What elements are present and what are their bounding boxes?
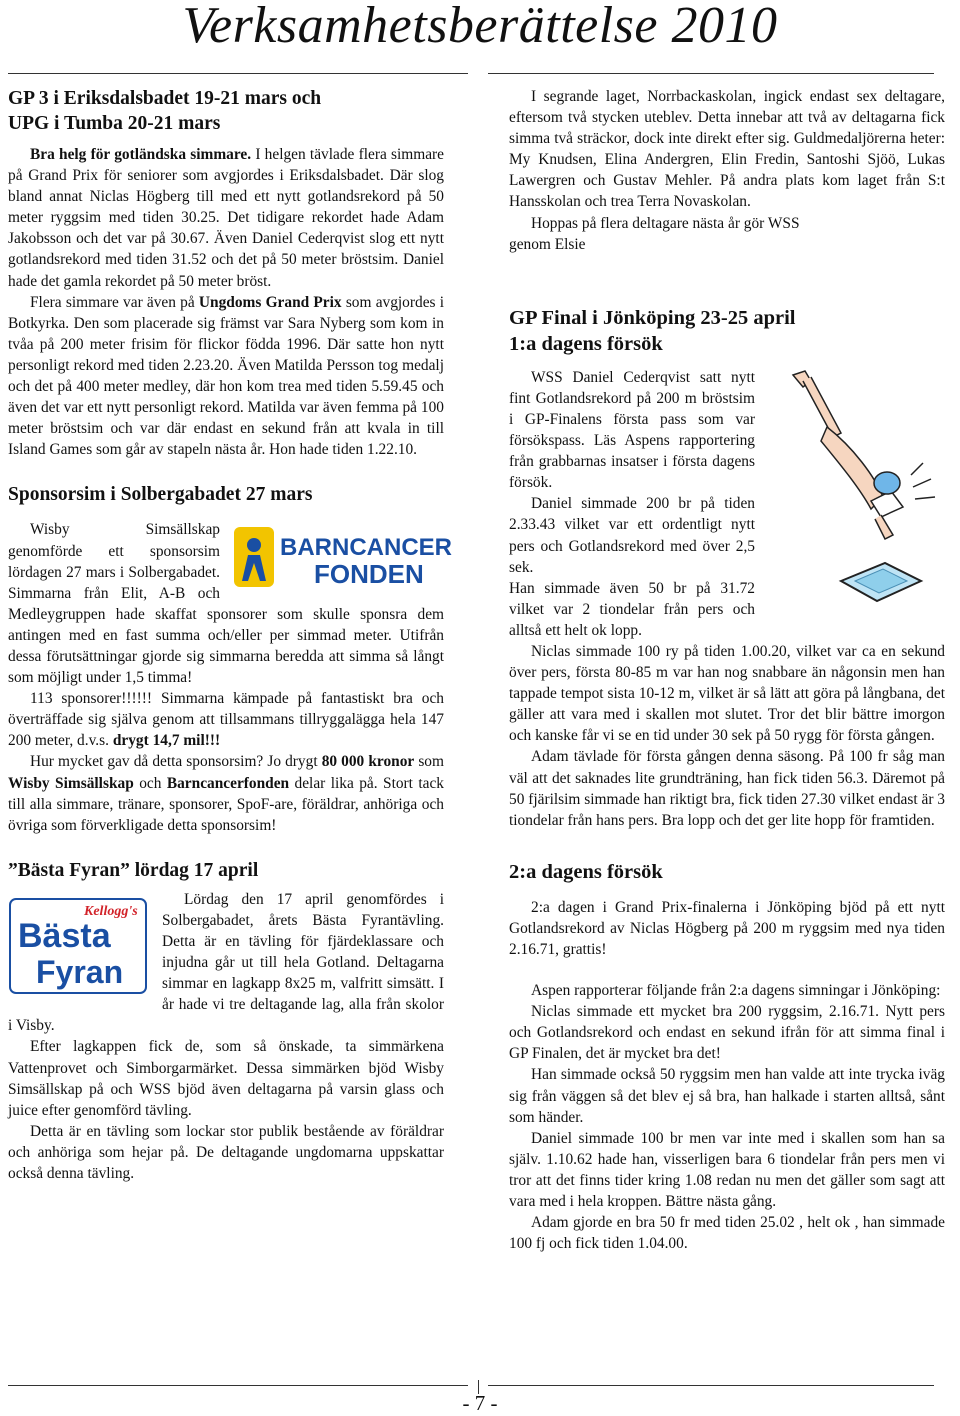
header-rule-left	[8, 73, 468, 74]
day2-heading: 2:a dagens försök	[509, 860, 663, 883]
logo-barn-text-2: FONDEN	[314, 559, 424, 590]
day2-paragraph-5: Daniel simmade 100 br men var inte med i skallen som han sa själv. 1.10.62 hade han, visserligen bara 6 tiondelar från pers men vi tror att det finns tider kring 1.08 redan nu men det gäller som sagt att vara med i hela kroppen. Bättre nästa gång.	[509, 1129, 945, 1211]
header-rule-right	[488, 73, 934, 74]
logo-barn-figure-head	[247, 538, 261, 552]
gp3-paragraph-2: Flera simmare var även på Ungdoms Grand Prix som avgjordes i Botkyrka. Den som placerade sig främst var Sara Nyberg som kom in tvåa på 200 meter frisim för flickor födda 1996. Där satte hon nytt personligt rekord med tiden 2.23.20. Även Matilda Persson tog medalj och det på 400 meter medley, där hon kom trea med tiden 5.59.45 och även det var ett nytt personligt rekord. Matilda var även femma på 100 meter bröstsim och var där endast en sekund från att kvala in till Island Games som går av stapeln nästa år. Hon hade tiden 1.22.10.	[8, 293, 445, 459]
right-column	[509, 86, 945, 1254]
basta-fyran-logo	[8, 897, 148, 995]
barncancerfonden-logo	[234, 525, 452, 590]
diver-swim-cap	[874, 472, 900, 494]
day2-paragraph-2: Aspen rapporterar följande från 2:a dagens simningar i Jönköping:	[531, 982, 941, 1000]
gp-final-heading: GP Final i Jönköping 23-25 april 1:a dagens försök	[509, 306, 796, 355]
hope-paragraph: Hoppas på flera deltagare nästa år gör WSS genom Elsie	[509, 214, 800, 253]
logo-basta-text: Bästa	[18, 916, 111, 955]
sponsor-paragraph-2: 113 sponsorer!!!!!! Simmarna kämpade på fantastiskt bra och överträffade sig själva genom att tillsammans tillryggalägga hela 147 200 meter, d.v.s. drygt 14,7 mil!!!	[8, 690, 444, 750]
basta-fyran-heading: ”Bästa Fyran” lördag 17 april	[8, 859, 259, 881]
gp-final-paragraph-3: Han simmade även 50 br på 31.72 vilket var 2 tiondelar från pers och alltså ett helt ok lopp.	[509, 579, 755, 639]
day2-paragraph-1: 2:a dagen i Grand Prix-finalerna i Jönköping bjöd på ett nytt Gotlandsrekord av Niclas Högberg på 200 m ryggsim med nya tiden 2.16.71, grattis!	[509, 898, 945, 958]
gp-final-paragraph-5: Adam tävlade för första gången denna säsong. På 100 fr såg man väl att det saknades lite grundträning, han fick tiden 56.3. Däremot på 50 fjärilsim simmade han riktigt bra, fick tiden 27.30 vilket endast är 3 tiondelar från hans pers. Bra lopp och det ger lite hopp för framtiden.	[509, 748, 945, 829]
gp-final-paragraph-1: WSS Daniel Cederqvist satt nytt fint Gotlandsrekord på 200 m bröstsim i GP-Finalens första pass som var försökspass. Läs Aspens rapportering från grabbarnas insatser i första dagens försök.	[509, 368, 755, 492]
logo-barn-text-1: BARNCANCER	[280, 534, 452, 562]
logo-basta-kelloggs: Kellogg's	[84, 903, 138, 919]
diver-motion-lines	[911, 463, 935, 499]
diver-body	[821, 427, 883, 509]
day2-paragraph-6: Adam gjorde en bra 50 fr med tiden 25.02 , helt ok , han simmade 100 fj och fick tiden 1.04.00.	[509, 1214, 945, 1253]
gp3-heading: GP 3 i Eriksdalsbadet 19-21 mars och UPG i Tumba 20-21 mars	[8, 88, 322, 134]
basta-paragraph-1: Lördag den 17 april genomfördes i Solbergabadet, årets Bästa Fyrantävling. Detta är en tävling för fjärdeklassare och injudna går ut till hela Gotland. Deltagarna simmar en lagkapp 8x25 m, valfritt simsätt. I år hade vi tre deltagande lag, alla från skolor i Visby.	[8, 890, 444, 1035]
sponsor-paragraph-1: Wisby Simsällskap genomförde ett sponsorsim lördagen 27 mars i Solbergabadet. Simmarna från Elit, A-B och Medleygruppen hade skaffat sponsorer som skulle sponsra dem antingen med en fast summa och/eller per simmad meter. Utifrån dessa förutsättningar gjorde sig simmarna beredda att simma så långt som möjligt under 1,5 timma!	[8, 521, 444, 687]
basta-paragraph-3: Detta är en tävling som lockar stor publik bestående av föräldrar och anhöriga som hejar på. De deltagande ungdomarna uppskattar också denna tävling.	[8, 1122, 444, 1183]
day2-paragraph-4: Han simmade också 50 ryggsim men han valde att inte trycka iväg sig från väggen så det blev ej så bra, han halkade i starten alltså, sånt som händer.	[509, 1066, 945, 1126]
sponsor-heading: Sponsorsim i Solbergabadet 27 mars	[8, 484, 313, 506]
basta-paragraph-2: Efter lagkappen fick de, som så önskade, ta simmärkena Vattenprovet och Simborgarmärket. Dessa simmärken bjöd Wisby Simsällskap på och WSS bjöd även deltagarna på varsin glass och juice efter genomförd tävling.	[8, 1038, 444, 1119]
day2-paragraph-3: Niclas simmade ett mycket bra 200 ryggsim, 2.16.71. Nytt pers och Gotlandsrekord och endast en sekund ifrån för att simma final i GP Finalen, det är mycket bra det!	[509, 1003, 945, 1063]
page-number: - 7 -	[462, 1391, 498, 1415]
footer-rule-left	[8, 1385, 468, 1386]
footer-rule-right	[488, 1385, 934, 1386]
page-title: Verksamhetsberättelse 2010	[182, 0, 778, 54]
logo-fyran-text: Fyran	[36, 953, 124, 990]
sponsor-paragraph-3: Hur mycket gav då detta sponsorsim? Jo drygt 80 000 kronor som Wisby Simsällskap och Barncancerfonden delar lika på. Stort tack till alla simmare, tränare, sponsorer, SpoF-are, föräldrar, anhöriga och övriga som förverkligade detta sponsorsim!	[8, 753, 445, 834]
left-column	[8, 86, 452, 1184]
gp-final-paragraph-4: Niclas simmade 100 ry på tiden 1.00.20, vilket var ca en sekund över pers, första 80-85 m var han nog snabbare än någonsin men han tappade tempot sista 10-12 m, vilket är så lätt att göra på långbana, det gäller att vara med i skallen mot slutet. Tror det blir bättre imorgon och kanske får vi se en tid under 30 sek på 50 rygg för första gången.	[509, 642, 945, 745]
gp3-paragraph-1: Bra helg för gotländska simmare. I helgen tävlade flera simmare på Grand Prix för seniorer som avgjordes i Eriksdalsbadet. Där slog bland annat Niclas Högberg till med ett nytt gotlandsrekord på 50 meter ryggsim med tiden 30.25. Det tidigare rekordet hade Adam Jakobsson och det var på 30.67. Även Daniel Cederqvist slog ett nytt gotlandsrekord med tiden 31.52 och det på 50 meter bröstsim. Daniel hade det gamla rekordet på 50 meter bröst.	[8, 146, 444, 290]
gp-final-paragraph-2: Daniel simmade 200 br på tiden 2.33.43 vilket var ett ordentligt nytt pers och Gotlandsrekord med över 2,5 sek.	[509, 495, 755, 576]
diver-illustration	[763, 367, 945, 607]
diver-leg	[875, 515, 893, 539]
relay-results-paragraph: I segrande laget, Norrbackaskolan, ingick endast sex deltagare, eftersom två stycken uteblev. Detta innebar att två av deltagarna fick simma två sträckor, dock inte direkt efter sig. Guldmedaljörerna heter: My Knudsen, Elina Andergren, Elin Fredin, Santoshi Sjöö, Lukas Lawergren och Gustav Mehler. På andra plats kom laget från S:t Hansskolan och trea Terra Novaskolan.	[509, 88, 945, 211]
diver-arm	[803, 377, 841, 437]
